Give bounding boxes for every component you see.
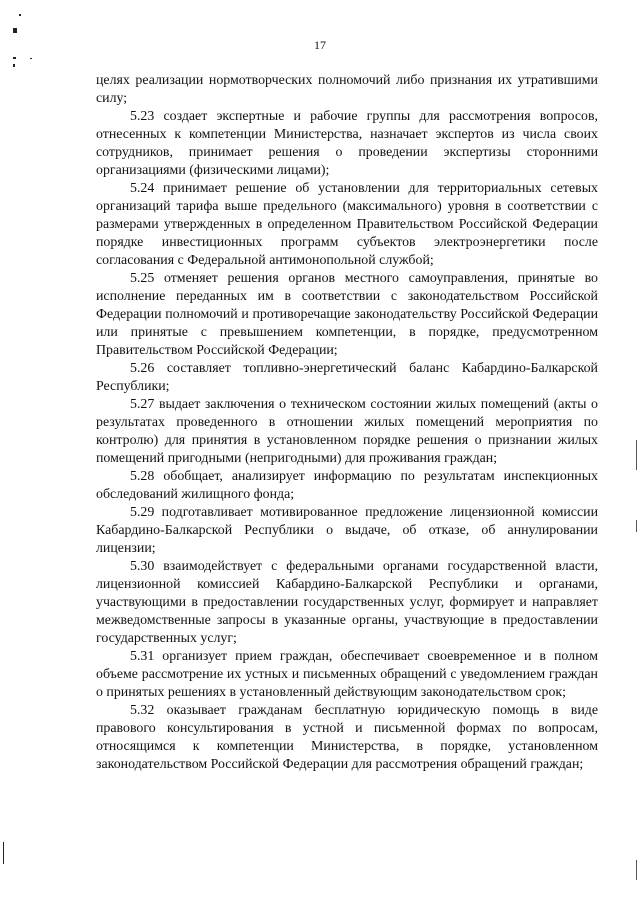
paragraph-5-28: 5.28 обобщает, анализирует информацию по результатам инспекционных обследований жилищного фонда;	[96, 469, 598, 502]
scan-artifact-dot	[19, 14, 21, 16]
paragraph-5-24: 5.24 принимает решение об установлении для территориальных сетевых организаций тарифа выше предельного (максимального) уровня в соответствии с размерами утвержденных в определенном Правительством Российской Федерации порядке инвестиционных программ субъектов электроэнергетики после согласования с Федеральной антимонопольной службой;	[96, 181, 598, 268]
paragraph-5-27: 5.27 выдает заключения о техническом состоянии жилых помещений (акты о результатах проведенного в отношении жилых помещений мероприятия по контролю) для принятия в установленном порядке решения о признании жилых помещений пригодными (непригодными) для проживания граждан;	[96, 397, 598, 466]
paragraph-5-23: 5.23 создает экспертные и рабочие группы для рассмотрения вопросов, отнесенных к компетенции Министерства, назначает экспертов из числа своих сотрудников, принимает решения о проведении экспертизы сторонними организациями (физическими лицами);	[96, 109, 598, 178]
paragraph-5-32: 5.32 оказывает гражданам бесплатную юридическую помощь в виде правового консультирования в устной и письменной формах по вопросам, относящимся к компетенции Министерства, в порядке, установленном законодательством Российской Федерации для рассмотрения обращений граждан;	[96, 703, 598, 772]
paragraph-5-29: 5.29 подготавливает мотивированное предложение лицензионной комиссии Кабардино-Балкарской Республики о выдаче, об отказе, об аннулировании лицензии;	[96, 505, 598, 556]
scan-edge-mark	[636, 520, 637, 532]
paragraph-5-26: 5.26 составляет топливно-энергетический баланс Кабардино-Балкарской Республики;	[96, 361, 598, 394]
scan-edge-mark	[636, 860, 637, 880]
scan-artifact-dot	[13, 28, 17, 33]
paragraph-5-31: 5.31 организует прием граждан, обеспечивает своевременное и в полном объеме рассмотрение их устных и письменных обращений с уведомлением граждан о принятых решениях в установленный действующим законодательством срок;	[96, 649, 598, 700]
document-body	[96, 72, 598, 774]
paragraph-5-30: 5.30 взаимодействует с федеральными органами государственной власти, лицензионной комиссией Кабардино-Балкарской Республики и органами, участвующими в предоставлении государственных услуг, формирует и направляет межведомственные запросы в указанные органы, участвующие в предоставлении государственных услуг;	[96, 559, 598, 646]
scan-artifact-dot	[30, 58, 32, 59]
paragraph-continuation: целях реализации нормотворческих полномочий либо признания их утратившими силу;	[96, 73, 598, 106]
scan-edge-mark	[636, 440, 637, 470]
paragraph-5-25: 5.25 отменяет решения органов местного самоуправления, принятые во исполнение переданных им в соответствии с законодательством Российской Федерации полномочий и противоречащие законодательству Российской Федерации или принятые с превышением компетенции, в порядке, предусмотренном Правительством Российской Федерации;	[96, 271, 598, 358]
scan-artifact-dot	[3, 842, 4, 864]
scan-artifact-dot	[13, 57, 16, 59]
scan-artifact-dot	[13, 64, 15, 67]
page-number: 17	[314, 38, 326, 52]
